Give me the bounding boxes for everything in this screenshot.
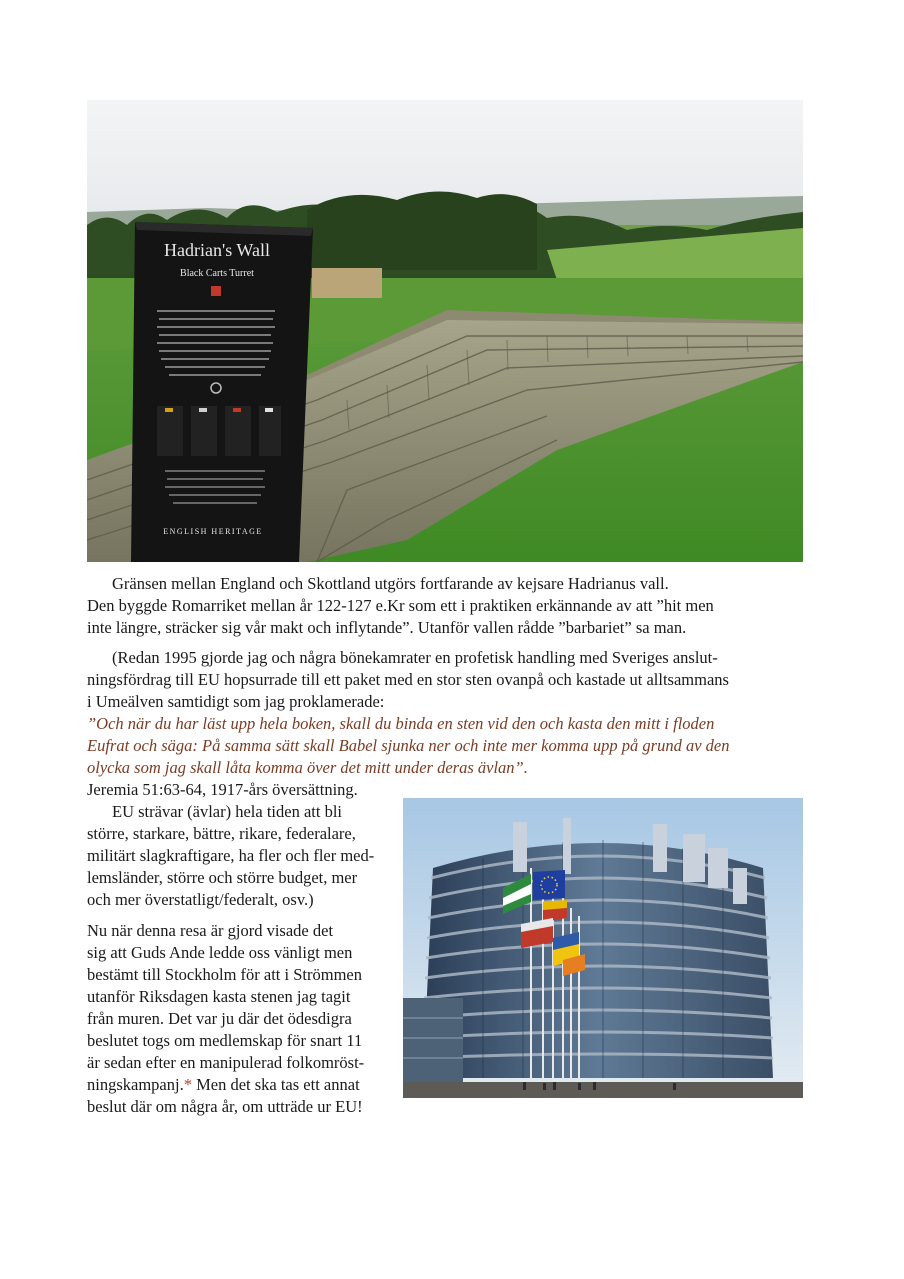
paragraph-3-line-2: större, starkare, bättre, rikare, federalare, [87, 824, 356, 843]
european-parliament-photo [403, 798, 803, 1098]
paragraph-2-line-2: ningsfördrag till EU hopsurrade till ett paket med en stor sten ovanpå och kastade ut alltsammans [87, 670, 729, 689]
paragraph-2-line-3: i Umeälven samtidigt som jag proklamerade: [87, 692, 385, 711]
paragraph-4-line-5: från muren. Det var ju där det ödesdigra [87, 1009, 352, 1028]
paragraph-4-line-8-start: ningskampanj. [87, 1075, 184, 1094]
paragraph-3-line-4: lemsländer, större och större budget, mer [87, 868, 358, 887]
bible-quote-line-3: olycka som jag skall låta komma över det mitt under deras ävlan”. [87, 758, 528, 777]
bible-quote-line-1: ”Och när du har läst upp hela boken, skall du binda en sten vid den och kasta den mitt i floden [87, 714, 715, 733]
paragraph-4-line-1: Nu när denna resa är gjord visade det [87, 921, 334, 940]
paragraph-4-line-6: beslutet togs om medlemskap för snart 11 [87, 1031, 363, 1050]
footnote-marker[interactable]: * [183, 1075, 192, 1094]
paragraph-3-line-1: EU strävar (ävlar) hela tiden att bli [112, 802, 342, 821]
paragraph-4-line-4: utanför Riksdagen kasta stenen jag tagit [87, 987, 351, 1006]
paragraph-4-line-8 [87, 1074, 360, 1097]
paragraph-4-line-9: beslut där om några år, om utträde ur EU! [87, 1097, 363, 1116]
hadrians-wall-sign [131, 222, 313, 562]
sign-footer: ENGLISH HERITAGE [163, 527, 263, 536]
paragraph-4-line-3: bestämt till Stockholm för att i Strömmen [87, 965, 362, 984]
paragraph-4-line-7: är sedan efter en manipulerad folkomröst- [87, 1053, 365, 1072]
paragraph-1-line-1: Gränsen mellan England och Skottland utgörs fortfarande av kejsare Hadrianus vall. [112, 574, 669, 593]
paragraph-4-line-2: sig att Guds Ande ledde oss vänligt men [87, 943, 353, 962]
sign-body-text-lines [157, 310, 275, 376]
sign-title: Hadrian's Wall [164, 240, 270, 260]
paragraph-3-line-5: och mer överstatligt/federalt, osv.) [87, 890, 314, 909]
bible-reference: Jeremia 51:63-64, 1917-års översättning. [87, 780, 358, 799]
hadrians-wall-photo [87, 100, 803, 562]
paragraph-1-line-2: Den byggde Romarriket mellan år 122-127 e.Kr som ett i praktiken erkännande av att ”hit men [87, 596, 714, 615]
paragraph-3-line-3: militärt slagkraftigare, ha fler och fler med- [87, 846, 375, 865]
paragraph-1-line-3: inte längre, sträcker sig vår makt och inflytande”. Utanför vallen rådde ”barbariet” sa man. [87, 618, 687, 637]
heritage-emblem-icon [211, 286, 221, 296]
bible-quote-line-2: Eufrat och säga: På samma sätt skall Babel sjunka ner och inte mer komma upp på grund av den [87, 736, 730, 755]
paragraph-2-line-1: (Redan 1995 gjorde jag och några bönekamrater en profetisk handling med Sveriges anslut- [112, 648, 718, 667]
sign-subtitle: Black Carts Turret [180, 268, 254, 279]
paragraph-4-line-8-end: Men det ska tas ett annat [191, 1075, 360, 1094]
